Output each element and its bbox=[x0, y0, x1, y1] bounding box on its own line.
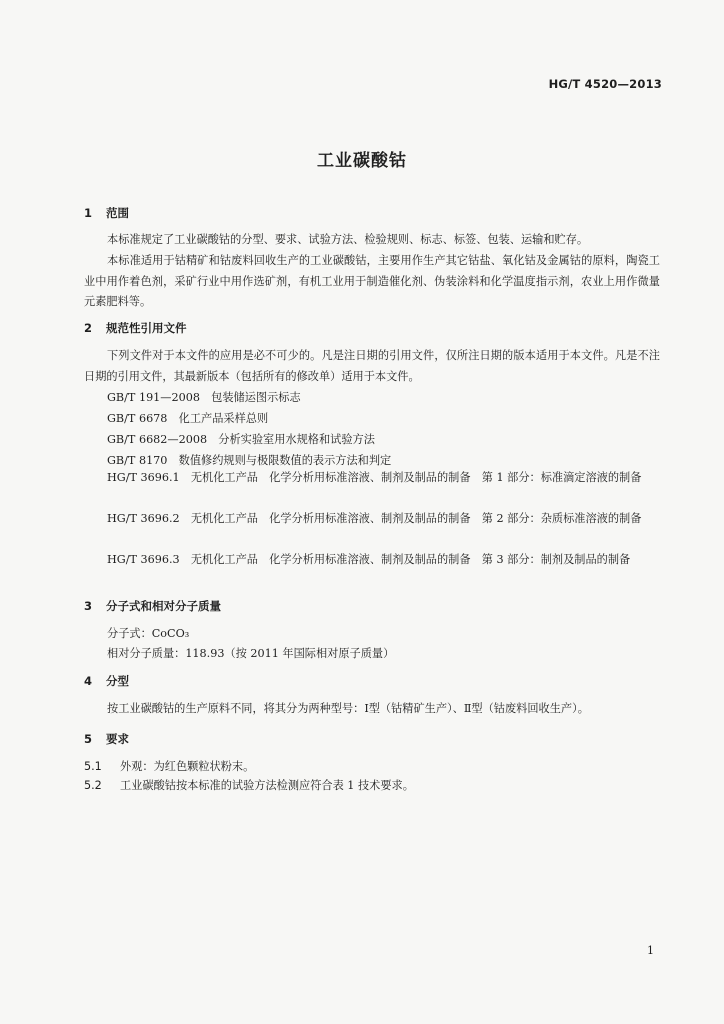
classification-text: 按工业碳酸钴的生产原料不同，将其分为两种型号：Ⅰ型（钴精矿生产）、Ⅱ型（钴废料回收生产）。 bbox=[107, 702, 589, 715]
reference-title: 无机化工产品 化学分析用标准溶液、制剂及制品的制备 第 2 部分：杂质标准溶液的制备 bbox=[190, 512, 642, 525]
reference-item bbox=[107, 410, 268, 426]
molecular-mass: 相对分子质量：118.93（按 2011 年国际相对原子质量） bbox=[107, 647, 395, 660]
section-title: 规范性引用文件 bbox=[106, 321, 187, 335]
reference-item bbox=[107, 452, 391, 468]
reference-item bbox=[107, 431, 375, 447]
reference-item bbox=[84, 550, 660, 571]
requirement-item bbox=[84, 777, 414, 793]
item-number: 5.1 bbox=[84, 760, 102, 773]
section-2-heading bbox=[84, 320, 187, 336]
section-number: 5 bbox=[84, 732, 93, 746]
item-text: 工业碳酸钴按本标准的试验方法检测应符合表 1 技术要求。 bbox=[120, 779, 414, 792]
reference-item bbox=[84, 468, 660, 489]
requirement-item bbox=[84, 758, 254, 774]
section-title: 分子式和相对分子质量 bbox=[106, 599, 221, 613]
section-1-paragraph-1: 本标准规定了工业碳酸钴的分型、要求、试验方法、检验规则、标志、标签、包装、运输和贮存。 bbox=[107, 233, 589, 246]
reference-code: GB/T 6678 bbox=[107, 412, 168, 425]
section-number: 4 bbox=[84, 674, 93, 688]
section-number: 3 bbox=[84, 599, 93, 613]
page-number: 1 bbox=[647, 944, 654, 957]
reference-code: HG/T 3696.3 bbox=[107, 553, 180, 566]
reference-title: 无机化工产品 化学分析用标准溶液、制剂及制品的制备 第 3 部分：制剂及制品的制备 bbox=[190, 553, 631, 566]
reference-code: HG/T 3696.2 bbox=[107, 512, 180, 525]
section-4-heading bbox=[84, 673, 129, 689]
section-1-paragraph-2: 本标准适用于钴精矿和钴废料回收生产的工业碳酸钴，主要用作生产其它钴盐、氧化钴及金属钴的原料，陶瓷工业中用作着色剂，采矿行业中用作选矿剂，有机工业用于制造催化剂、伪装涂料和化学温度指示剂，农业上用作微量元素肥料等。 bbox=[84, 254, 660, 308]
reference-code: GB/T 6682—2008 bbox=[107, 433, 208, 446]
reference-item bbox=[107, 389, 301, 405]
molecular-formula: 分子式：CoCO₃ bbox=[107, 627, 190, 640]
section-title: 分型 bbox=[106, 674, 129, 688]
standard-code: HG/T 4520—2013 bbox=[548, 77, 662, 91]
reference-title: 无机化工产品 化学分析用标准溶液、制剂及制品的制备 第 1 部分：标准滴定溶液的制备 bbox=[190, 471, 642, 484]
document-title: 工业碳酸钴 bbox=[317, 151, 407, 171]
section-5-heading bbox=[84, 731, 129, 747]
reference-title: 包装储运图示标志 bbox=[211, 391, 301, 404]
reference-title: 化工产品采样总则 bbox=[178, 412, 269, 425]
section-number: 1 bbox=[84, 206, 93, 220]
section-number: 2 bbox=[84, 321, 93, 335]
reference-code: HG/T 3696.1 bbox=[107, 471, 180, 484]
reference-title: 数值修约规则与极限数值的表示方法和判定 bbox=[178, 454, 392, 467]
section-1-heading bbox=[84, 205, 129, 221]
reference-title: 分析实验室用水规格和试验方法 bbox=[218, 433, 375, 446]
section-title: 要求 bbox=[106, 732, 129, 746]
reference-code: GB/T 191—2008 bbox=[107, 391, 200, 404]
reference-code: GB/T 8170 bbox=[107, 454, 168, 467]
section-2-intro: 下列文件对于本文件的应用是必不可少的。凡是注日期的引用文件，仅所注日期的版本适用于本文件。凡是不注日期的引用文件，其最新版本（包括所有的修改单）适用于本文件。 bbox=[84, 349, 660, 383]
item-number: 5.2 bbox=[84, 779, 102, 792]
section-3-heading bbox=[84, 598, 221, 614]
reference-item bbox=[84, 509, 660, 530]
item-text: 外观：为红色颗粒状粉末。 bbox=[120, 760, 255, 773]
section-title: 范围 bbox=[106, 206, 129, 220]
